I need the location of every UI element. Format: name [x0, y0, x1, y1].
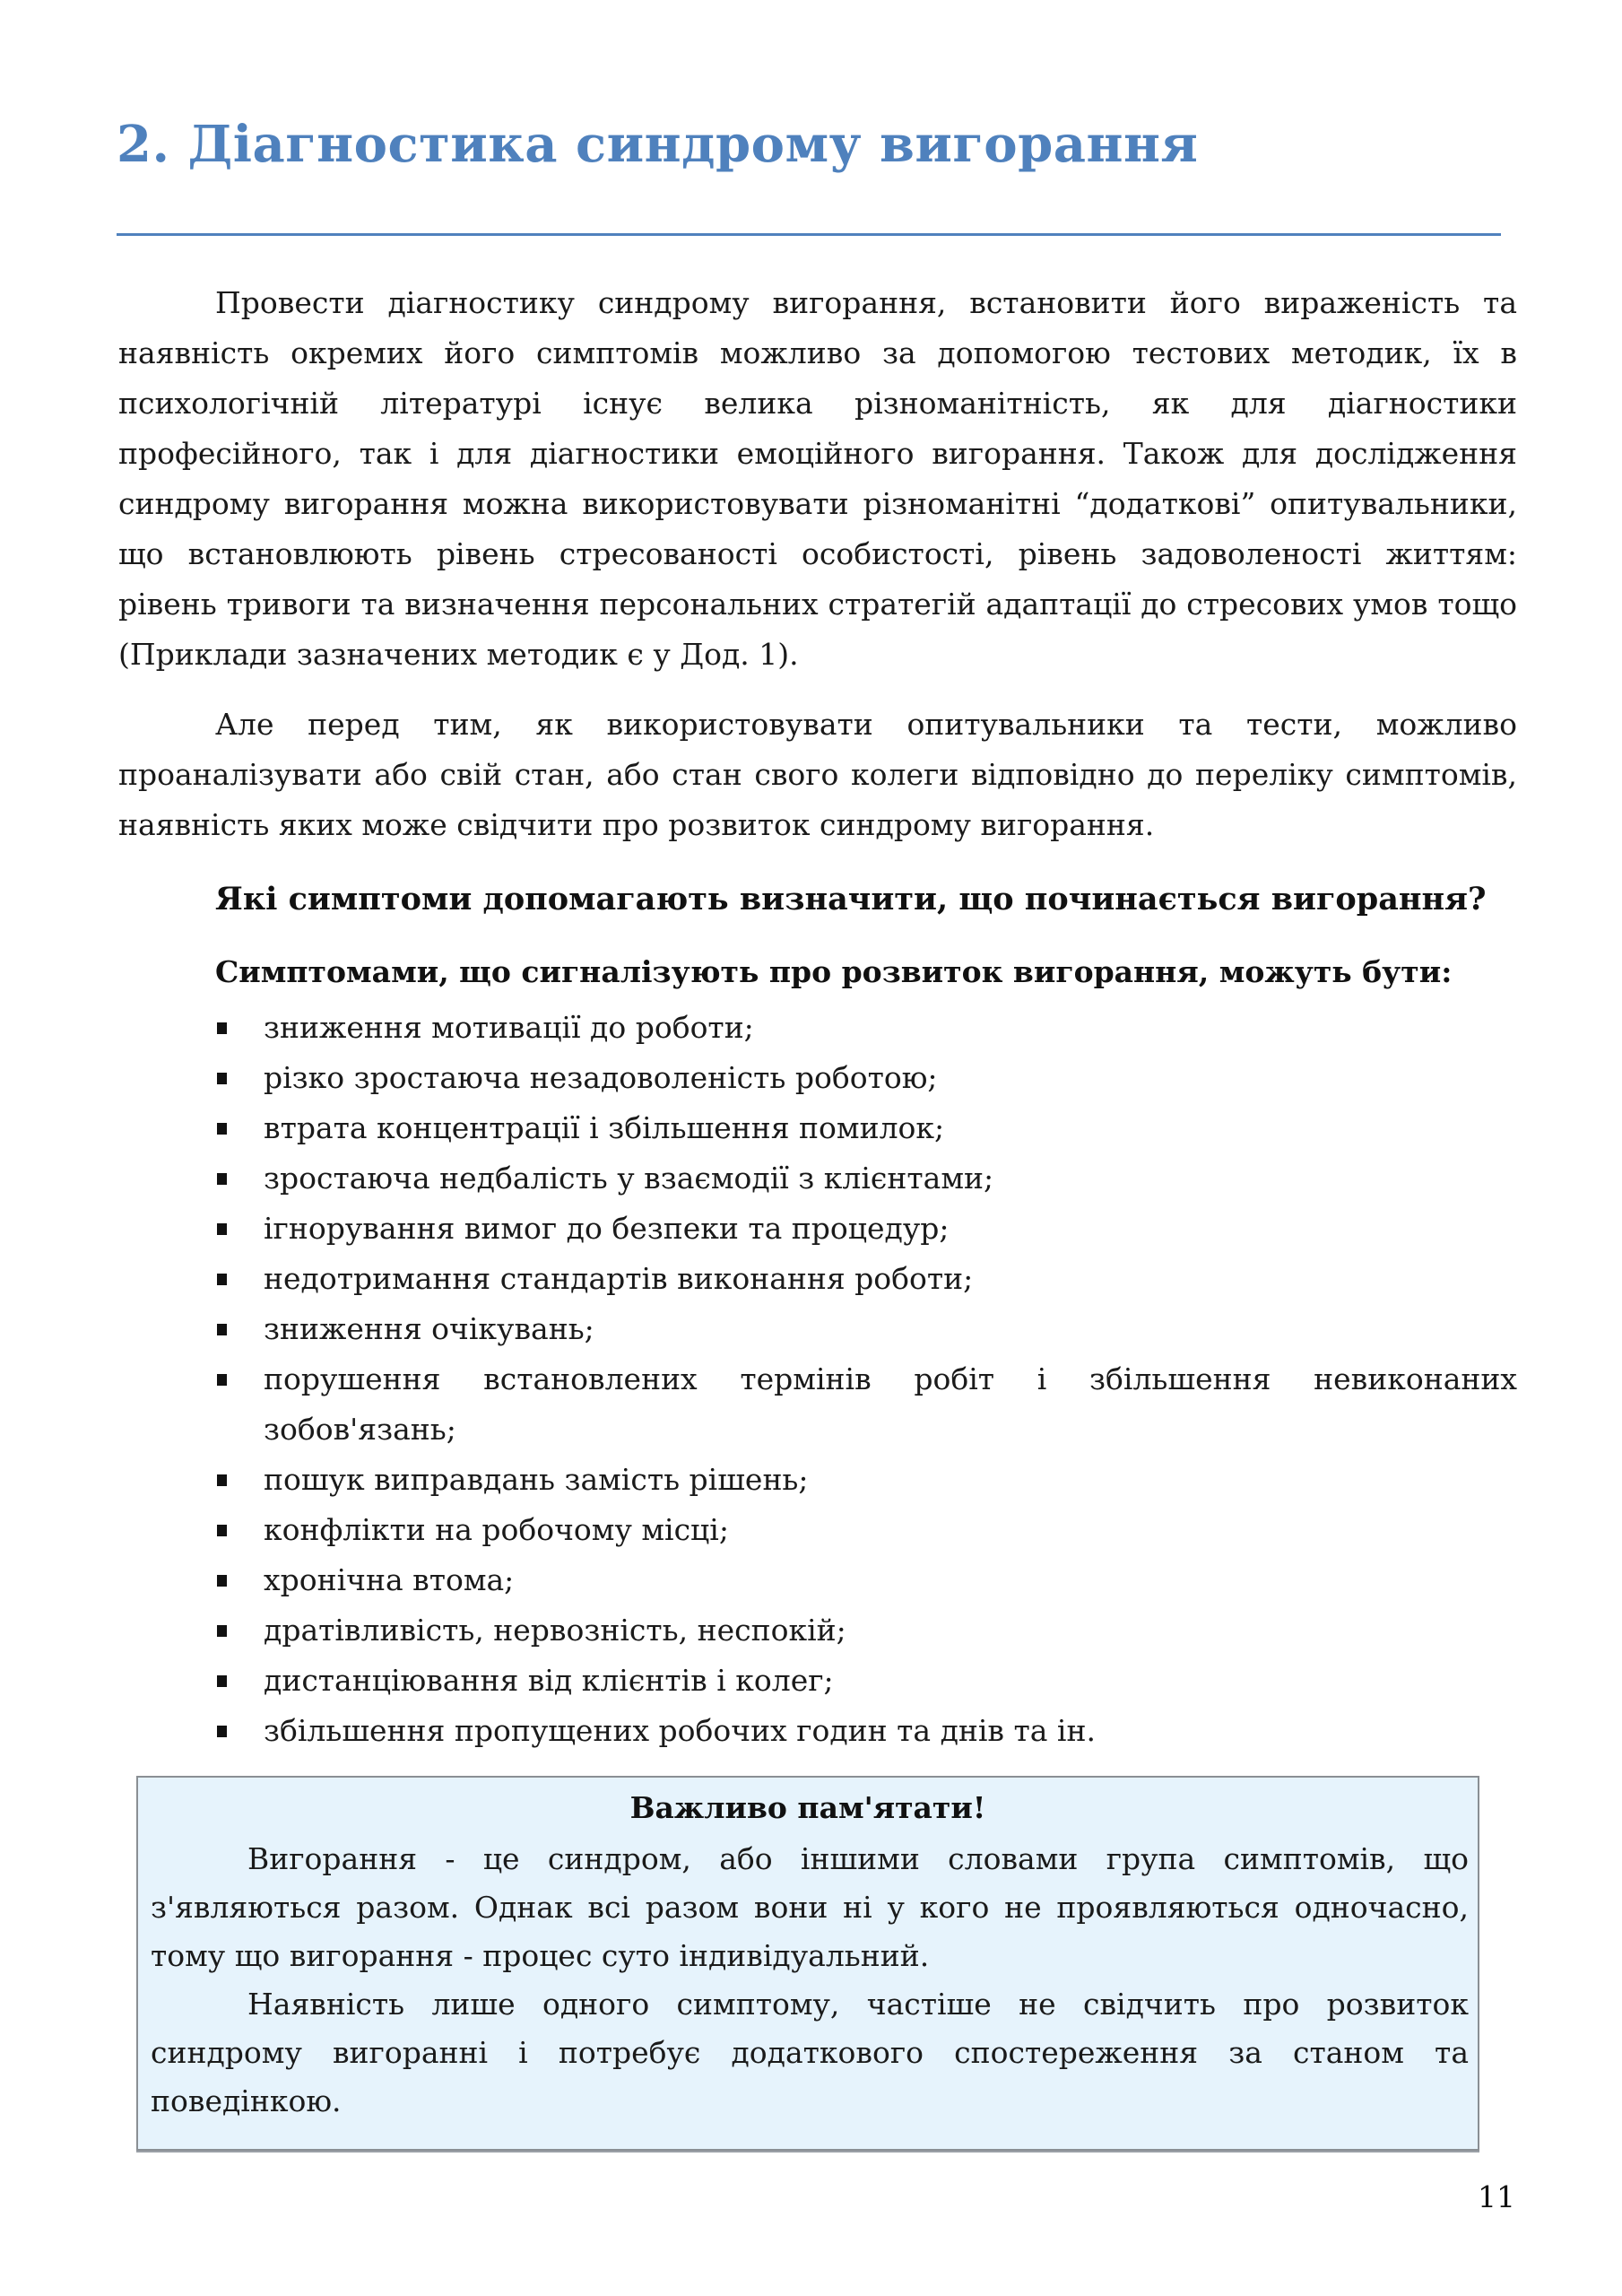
symptoms-heading: Симптомами, що сигналізують про розвиток вигорання, можуть бути: — [215, 954, 1453, 989]
list-item-text: зниження мотивації до роботи; — [264, 1010, 754, 1045]
square-bullet-icon — [217, 1223, 227, 1235]
list-item — [215, 1555, 1517, 1605]
list-item — [215, 1204, 1517, 1254]
symptoms-list — [215, 1003, 1517, 1756]
list-item-text: дистанціювання від клієнтів і колег; — [264, 1663, 834, 1698]
square-bullet-icon — [217, 1575, 227, 1587]
question-heading: Які симптоми допомагають визначити, що починається вигорання? — [215, 881, 1487, 918]
list-item-text: пошук виправдань замість рішень; — [264, 1462, 809, 1497]
list-item — [215, 1103, 1517, 1153]
intro-paragraph — [118, 278, 1517, 680]
square-bullet-icon — [217, 1073, 227, 1084]
list-item-text: різко зростаюча незадоволеність роботою; — [264, 1060, 938, 1095]
square-bullet-icon — [217, 1123, 227, 1135]
intro-paragraph-text: Провести діагностику синдрому вигорання, встановити його вираженість та наявність окремих його симптомів можливо за допомогою тестових методик, їх в психологічній літературі існує велика різноманітність, як для діагностики професійного, так і для діагностики емоційного вигорання. Також для дослідження синдрому вигорання можна використовувати різноманітні “додаткові” опитувальники, що встановлюють рівень стресованості особистості, рівень задоволеності життям: рівень тривоги та визначення персональних стратегій адаптації до стресових умов тощо (Приклади зазначених методик є у Дод. 1). — [118, 285, 1517, 672]
square-bullet-icon — [217, 1726, 227, 1737]
square-bullet-icon — [217, 1173, 227, 1185]
list-item — [215, 1003, 1517, 1053]
list-item-text: зростаюча недбалість у взаємодії з клієнтами; — [264, 1161, 994, 1196]
square-bullet-icon — [217, 1022, 227, 1034]
list-item-text: недотримання стандартів виконання роботи; — [264, 1261, 974, 1296]
square-bullet-icon — [217, 1675, 227, 1687]
list-item-text: зниження очікувань; — [264, 1311, 594, 1346]
title-divider — [117, 233, 1501, 236]
square-bullet-icon — [217, 1324, 227, 1335]
page-number: 11 — [1478, 2179, 1515, 2214]
square-bullet-icon — [217, 1625, 227, 1637]
list-item — [215, 1505, 1517, 1555]
callout-paragraph-text: Наявність лише одного симптому, частіше не свідчить про розвиток синдрому вигоранні і потребує додаткового спостереження за станом та поведінкою. — [151, 1987, 1469, 2118]
square-bullet-icon — [217, 1525, 227, 1536]
list-item — [215, 1354, 1517, 1455]
list-item-text: хронічна втома; — [264, 1562, 515, 1597]
list-item-text: збільшення пропущених робочих годин та днів та ін. — [264, 1713, 1096, 1748]
callout-paragraph-text: Вигорання - це синдром, або іншими словами група симптомів, що з'являються разом. Однак всі разом вони ні у кого не проявляються одночасно, тому що вигорання - процес суто індивідуальний. — [151, 1841, 1469, 1973]
important-callout-box — [136, 1776, 1479, 2151]
callout-title: Важливо пам'ятати! — [629, 1790, 986, 1825]
list-item — [215, 1053, 1517, 1103]
square-bullet-icon — [217, 1274, 227, 1285]
list-item — [215, 1656, 1517, 1706]
list-item-text: дратівливість, нервозність, неспокій; — [264, 1613, 846, 1648]
list-item — [215, 1706, 1517, 1756]
square-bullet-icon — [217, 1374, 227, 1386]
analysis-paragraph — [118, 700, 1517, 850]
list-item-text: ігнорування вимог до безпеки та процедур; — [264, 1211, 950, 1246]
list-item — [215, 1153, 1517, 1204]
list-item — [215, 1605, 1517, 1656]
square-bullet-icon — [217, 1474, 227, 1486]
list-item — [215, 1254, 1517, 1304]
list-item-text: порушення встановлених термінів робіт і збільшення невиконаних зобов'язань; — [264, 1361, 1517, 1447]
callout-paragraph — [151, 1835, 1469, 1980]
analysis-paragraph-text: Але перед тим, як використовувати опитувальники та тести, можливо проаналізувати або свій стан, або стан свого колеги відповідно до переліку симптомів, наявність яких може свідчити про розвиток синдрому вигорання. — [118, 707, 1517, 842]
list-item — [215, 1455, 1517, 1505]
callout-paragraph — [151, 1980, 1469, 2126]
list-item — [215, 1304, 1517, 1354]
list-item-text: втрата концентрації і збільшення помилок; — [264, 1110, 945, 1145]
page-title: 2. Діагностика синдрому вигорання — [117, 115, 1199, 174]
list-item-text: конфлікти на робочому місці; — [264, 1512, 729, 1547]
